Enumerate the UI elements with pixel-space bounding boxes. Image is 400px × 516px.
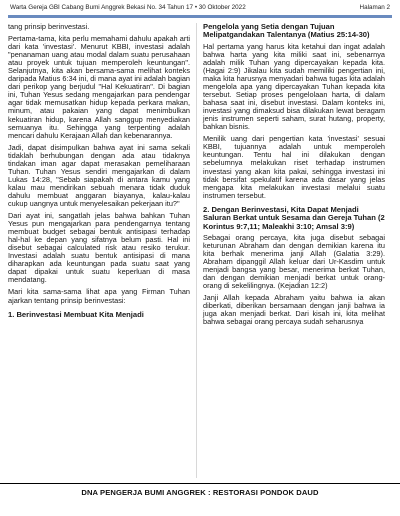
issue-date: 30 Oktober 2022 — [198, 4, 246, 11]
paragraph: Pertama-tama, kita perlu memahami dahulu apakah arti dari kata 'investasi'. Menurut KBBI, investasi adalah "penanaman uang atau modal dalam suatu perusahaan atau proyek untuk tujuan memperoleh keuntungan". Selanjutnya, kita akan bersama-sama melihat konteks daripada Matius 6:34 ini, di mana ayat ini adalah bagian dari perikop yang berjudul "Hal Kekuatiran". Di bagian ini, Tuhan Yesus sedang mengajarkan para pendengar agar tidak memusatkan hidup kepada perkara makan, minum, atau pakaian yang dapat menimbulkan kekuatiran hidup, karena Allah sanggup menyediakan semuanya itu. Sehingga yang terpenting adalah mencari dahulu Kerajaan Allah dan kebenarannya. — [8, 34, 190, 140]
page-number: Halaman 2 — [359, 4, 390, 11]
paragraph: Mari kita sama-sama lihat apa yang Firman Tuhan ajarkan tentang prinsip berinvestasi: — [8, 287, 190, 305]
page-footer: DNA PENGERJA BUMI ANGGREK : RESTORASI PONDOK DAUD — [81, 488, 319, 497]
left-column — [8, 23, 190, 322]
paragraph: Sebagai orang percaya, kita juga disebut sebagai keturunan Abraham dan dengan demikian karena itu kita berhak menerima janji Allah (Galatia 3:29). Abraham dipanggil Allah keluar dari Ur-Kasdim untuk menjadi bangsa yang besar, menerima berkat Tuhan, dan dengan demikian menjadi berkat untuk orang-orang di sekelilingnya. (Kejadian 12:2) — [203, 232, 385, 291]
header-rule — [8, 15, 392, 18]
header-separator: • — [194, 4, 198, 11]
footer-rule — [0, 483, 400, 484]
column-divider — [196, 23, 197, 478]
right-column — [203, 23, 385, 330]
section-heading: 1. Berinvestasi Membuat Kita Menjadi — [8, 309, 144, 319]
paragraph: Hal pertama yang harus kita ketahui dan ingat adalah bahwa harta yang kita miliki saat ini, sebenarnya adalah milik Tuhan yang dipercayakan kepada kita. (Hagai 2:9) Jikalau kita sudah memiliki pengertian ini, maka kita harusnya menyadari bahwa tugas kita adalah mengelola apa yang dipercayakan Tuhan kepada kita tersebut. Setiap proses pengelolaan harta, di dalam bahasa saat ini, disebut investasi. Dalam konteks ini, investasi yang dimaksud bisa dilakukan lewat beragam jenis instrumen seperti saham, surat hutang, property, bahkan bisnis. — [203, 41, 385, 132]
paragraph: Jadi, dapat disimpulkan bahwa ayat ini sama sekali tidaklah berhubungan dengan ada atau tidaknya tindakan iman agar dapat merasakan pemeliharaan Tuhan. Tuhan Yesus sendiri mengajarkan di dalam Lukas 14:28, "Sebab siapakah di antara kamu yang kalau mau mendirikan sebuah menara tidak duduk dahulu membuat anggaran biayanya, kalau-kalau cukup uangnya untuk menyelesaikan pekerjaan itu?" — [8, 142, 190, 208]
paragraph: tang prinsip berinvestasi. — [8, 22, 90, 31]
section-heading: 2. Dengan Berinvestasi, Kita Dapat Menjadi Saluran Berkat untuk Sesama dan Gereja Tuhan (2 Korintus 9:7,11; Maleakhi 3:10; Amsal 3:9) — [203, 204, 385, 231]
publication-name: Warta Gereja GBI Cabang Bumi Anggrek Bekasi No. 34 Tahun 17 — [10, 4, 194, 11]
header-publication — [10, 4, 246, 11]
section-heading: Pengelola yang Setia dengan Tujuan Melipatgandakan Talentanya (Matius 25:14-30) — [203, 22, 370, 40]
paragraph: Janji Allah kepada Abraham yaitu bahwa ia akan diberkati, diberikan bersamaan dengan janji bahwa ia juga akan menjadi berkat. Dari kisah ini, kita melihat bahwa sebagai orang percaya sudah seharusnya — [203, 293, 385, 327]
paragraph: Dari ayat ini, sangatlah jelas bahwa bahkan Tuhan Yesus pun mengajarkan para pendengarnya tentang membuat budget sebagai bentuk antisipasi terhadap hal-hal ke depan yang sifatnya belum pasti. Hal ini disebut sebagai calculated risk atau resiko terukur. Investasi adalah suatu bentuk antisipasi di mana diharapkan ada keuntungan pada suatu saat yang dapat dipakai untuk suatu keperluan di masa mendatang. — [8, 211, 190, 285]
paragraph: Menilik uang dari pengertian kata 'investasi' sesuai KBBI, tujuannya adalah untuk memperoleh keuntungan. Tentu hal ini dilakukan dengan sebelumnya melakukan riset terhadap instrumen investasi yang akan kita pakai, sehingga investasi ini tidak bersifat spekulatif karena ada dasar yang jelas mengapa kita melakukan investasi melalui suatu instrumen tersebut. — [203, 134, 385, 200]
